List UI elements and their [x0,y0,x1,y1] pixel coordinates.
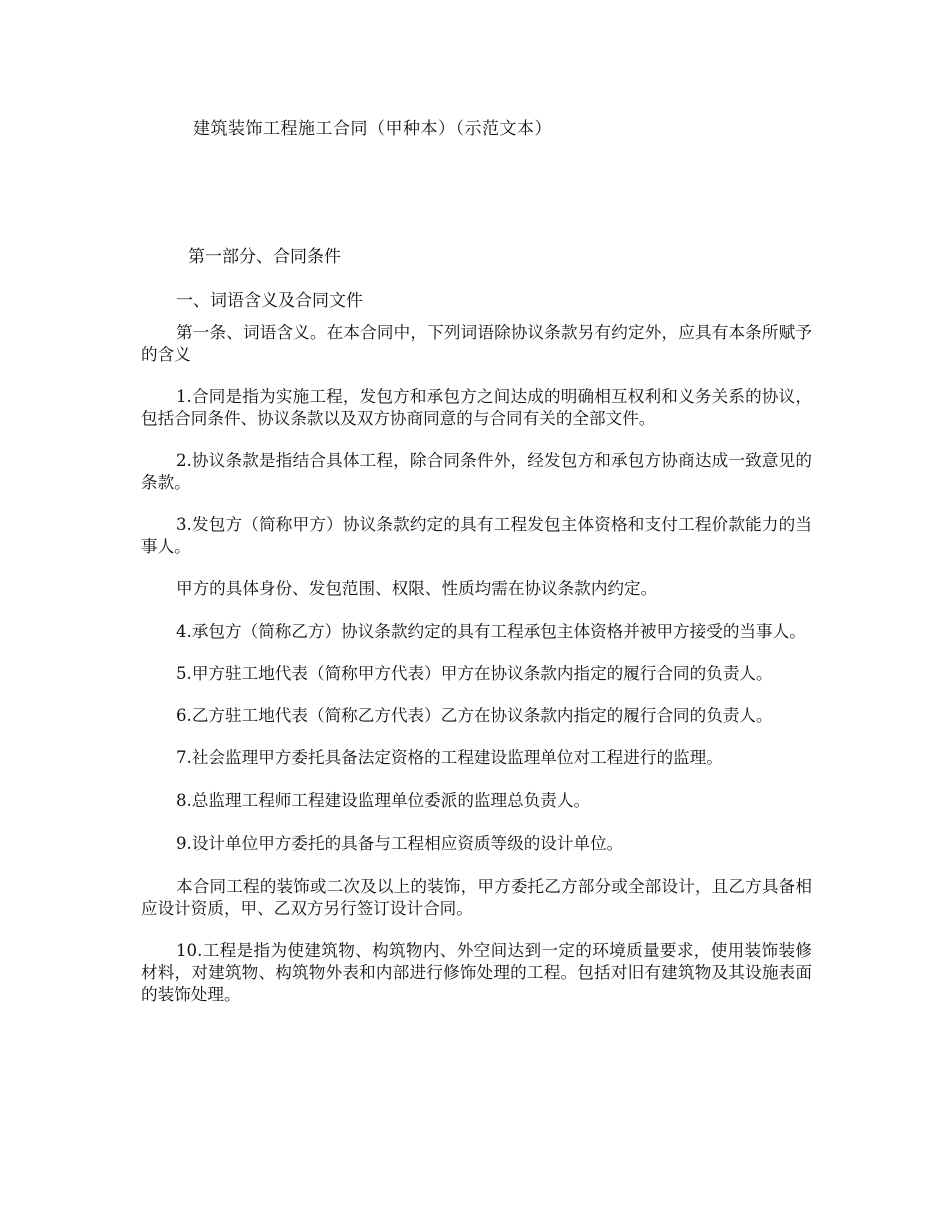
document-body [141,322,812,1026]
paragraph-item-8: 8.总监理工程师工程建设监理单位委派的监理总负责人。 [176,791,591,810]
paragraph-item-1: 1.合同是指为实施工程，发包方和承包方之间达成的明确相互权利和义务关系的协议，包括合同条件、协议条款以及双方协商同意的与合同有关的全部文件。 [141,387,812,428]
paragraph-item-9: 9.设计单位甲方委托的具备与工程相应资质等级的设计单位。 [176,834,624,853]
paragraph-item-7: 7.社会监理甲方委托具备法定资格的工程建设监理单位对工程进行的监理。 [176,748,723,767]
paragraph-item-3: 3.发包方（简称甲方）协议条款约定的具有工程发包主体资格和支付工程价款能力的当事人。 [141,515,812,556]
part-heading: 第一部分、合同条件 [188,247,341,267]
paragraph-item-9-note: 本合同工程的装饰或二次及以上的装饰，甲方委托乙方部分或全部设计，且乙方具备相应设计资质，甲、乙双方另行签订设计合同。 [141,877,812,918]
paragraph-item-5: 5.甲方驻工地代表（简称甲方代表）甲方在协议条款内指定的履行合同的负责人。 [176,664,773,683]
paragraph-item-3-note: 甲方的具体身份、发包范围、权限、性质均需在协议条款内约定。 [176,579,658,598]
paragraph-item-4: 4.承包方（简称乙方）协议条款约定的具有工程承包主体资格并被甲方接受的当事人。 [176,622,806,641]
paragraph-article-1: 第一条、词语含义。在本合同中，下列词语除协议条款另有约定外，应具有本条所赋予的含义 [141,323,812,364]
paragraph-item-2: 2.协议条款是指结合具体工程，除合同条件外，经发包方和承包方协商达成一致意见的条款。 [141,451,812,492]
paragraph-item-10: 10.工程是指为使建筑物、构筑物内、外空间达到一定的环境质量要求，使用装饰装修材料，对建筑物、构筑物外表和内部进行修饰处理的工程。包括对旧有建筑物及其设施表面的装饰处理。 [141,941,812,1004]
section-heading: 一、词语含义及合同文件 [176,291,363,311]
paragraph-item-6: 6.乙方驻工地代表（简称乙方代表）乙方在协议条款内指定的履行合同的负责人。 [176,706,773,725]
document-title: 建筑装饰工程施工合同（甲种本）（示范文本） [193,119,552,139]
